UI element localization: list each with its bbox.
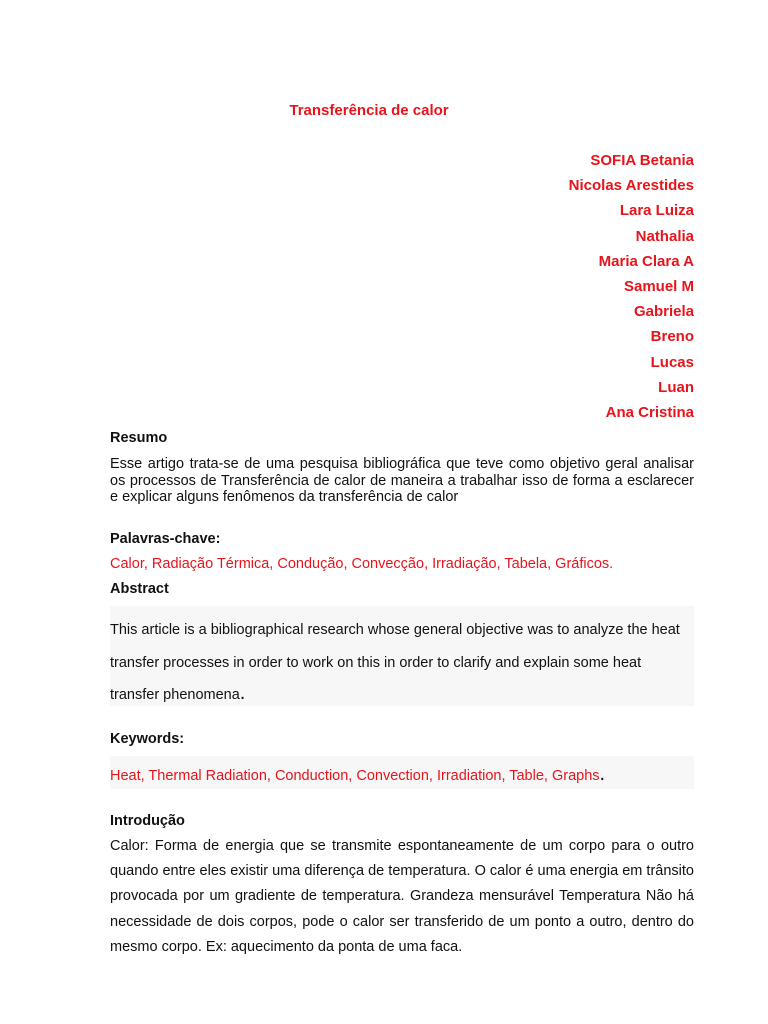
abstract-text	[110, 614, 694, 712]
author-name: Lucas	[650, 353, 694, 371]
palavras-chave-text: Calor, Radiação Térmica, Condução, Convecção, Irradiação, Tabela, Gráficos.	[110, 556, 614, 572]
document-title: Transferência de calor	[289, 102, 449, 119]
resumo-heading: Resumo	[110, 430, 168, 446]
author-name: SOFIA Betania	[590, 152, 694, 169]
keywords-period: .	[599, 763, 606, 785]
resumo-text: Esse artigo trata-se de uma pesquisa bibliográfica que teve como objetivo geral analisar os processos de Transferência de calor de maneira a trabalhar isso de forma a esclarecer e explicar alguns fenômenos da transferência de calor	[110, 456, 694, 505]
keywords-heading: Keywords:	[110, 731, 185, 747]
keywords-text	[110, 763, 694, 785]
author-name: Maria Clara A	[598, 252, 694, 270]
author-name: Lara Luiza	[619, 202, 694, 220]
author-list	[569, 151, 694, 428]
author-name: Nathalia	[635, 227, 694, 245]
keywords-body: Heat, Thermal Radiation, Conduction, Convection, Irradiation, Table, Graphs	[110, 768, 600, 784]
introducao-heading: Introdução	[110, 813, 185, 829]
introducao-text: Calor: Forma de energia que se transmite espontaneamente de um corpo para o outro quando entre eles existir uma diferença de temperatura. O calor é uma energia em trânsito provocada por um gradiente de temperatura. Grandeza mensurável Temperatura Não há necessidade de dois corpos, pode o calor ser transferido de um ponto a outro, dentro do mesmo corpo. Ex: aquecimento da ponta de uma faca.	[110, 838, 694, 955]
author-name: Breno	[650, 328, 694, 346]
author-name: Samuel M	[623, 277, 694, 295]
author-name: Ana Cristina	[605, 403, 694, 421]
abstract-body: This article is a bibliographical research whose general objective was to analyze the heat transfer processes in order to work on this in order to clarify and explain some heat transfer phenomena	[110, 622, 680, 703]
abstract-heading: Abstract	[110, 581, 169, 597]
author-name: Nicolas Arestides	[568, 177, 694, 195]
author-name: Gabriela	[633, 303, 694, 321]
author-name: Luan	[658, 378, 694, 396]
palavras-chave-heading: Palavras-chave:	[110, 531, 221, 547]
abstract-period: .	[239, 682, 246, 704]
